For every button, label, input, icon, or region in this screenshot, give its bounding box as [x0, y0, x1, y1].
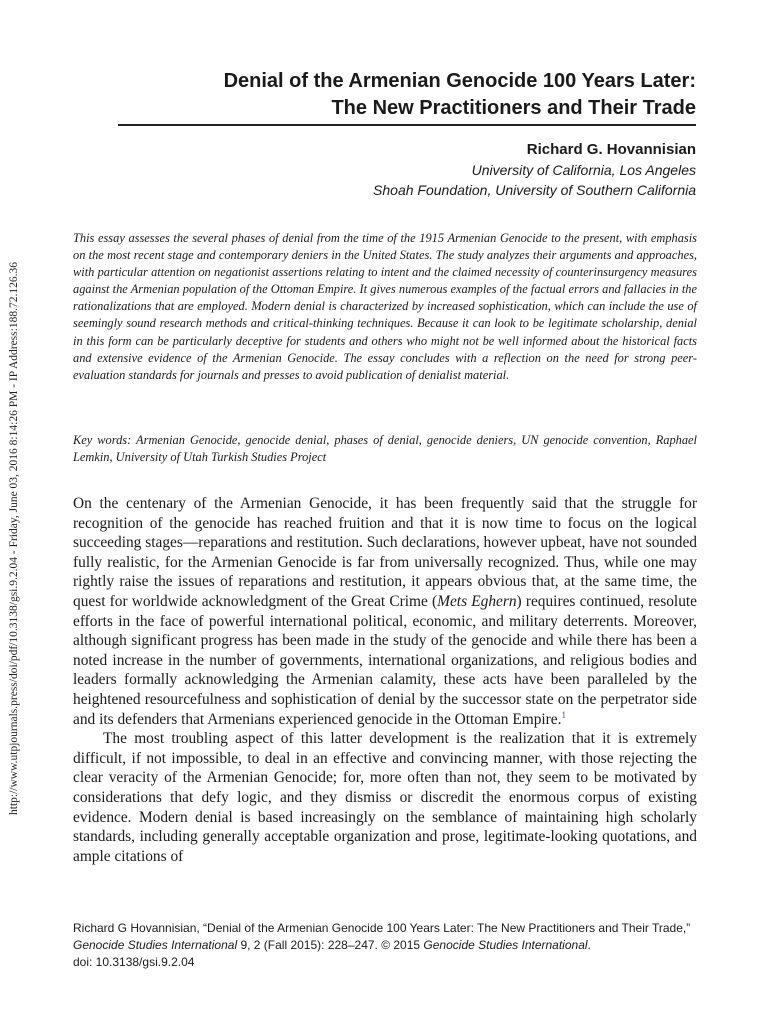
body-paragraph-1: [73, 494, 697, 729]
body-text: ) requires continued, resolute efforts in the face of powerful international political, economic, and military deterrents. Moreover, although significant progress has been made in the study of the genocide and while there has been a noted increase in the number of governments, international organizations, and religious bodies and leaders formally acknowledging the Armenian calamity, these acts have been paralleled by the heightened resourcefulness and sophistication of denial by the successor state on the perpetrator side and its defenders that Armenians experienced genocide in the Ottoman Empire.: [73, 592, 698, 728]
author-name: Richard G. Hovannisian: [526, 141, 696, 158]
body-paragraph-2: The most troubling aspect of this latter development is the realization that it is extremely difficult, if not impossible, to deal in an effective and convincing manner, with those rejecting the clear veracity of the Armenian Genocide; for, more often than not, they seem to be motivated by considerations that defy logic, and they dismiss or discredit the enormous corpus of existing evidence. Modern denial is based increasingly on the semblance of maintaining high scholarly standards, including generally acceptable organization and prose, legitimate-looking quotations, and ample citations of: [73, 730, 697, 865]
journal-name: Genocide Studies International: [423, 938, 588, 952]
citation-text: .: [587, 938, 591, 952]
abstract: This essay assesses the several phases of denial from the time of the 1915 Armenian Genocide to the present, with emphasis on the most recent stage and contemporary deniers in the United States. The study analyzes their arguments and approaches, with particular attention on negationist assertions relating to intent and the claimed necessity of counterinsurgency measures against the Armenian population of the Ottoman Empire. It gives numerous examples of the factual errors and fallacies in the rationalizations that are employed. Modern denial is characterized by increased sophistication, which can include the use of seemingly sound research methods and critical-thinking techniques. Because it can look to be legitimate scholarship, denial in this form can be particularly deceptive for students and others who might not be well informed about the historical facts and extensive evidence of the Armenian Genocide. The essay concludes with a reflection on the need for strong peer-evaluation standards for journals and presses to avoid publication of denialist material.: [73, 231, 697, 382]
citation-footer: [73, 920, 697, 971]
title-line-2: The New Practitioners and Their Trade: [331, 97, 696, 119]
download-watermark: http://www.utpjournals.press/doi/pdf/10.3138/gsi.9.2.04 - Friday, June 03, 2016 8:14:26 PM - IP Address:188.72.126.36: [8, 262, 20, 815]
citation-text: Richard G Hovannisian, “Denial of the Armenian Genocide 100 Years Later: The New Practitioners and Their Trade,”: [73, 921, 691, 935]
title-line-1: Denial of the Armenian Genocide 100 Years Later:: [223, 70, 696, 92]
title-rule: [118, 124, 696, 126]
footnote-reference-1[interactable]: 1: [561, 709, 566, 720]
article-body: [73, 494, 697, 866]
doi-text[interactable]: doi: 10.3138/gsi.9.2.04: [73, 955, 195, 969]
body-text: On the centenary of the Armenian Genocide, it has been frequently said that the struggle for recognition of the genocide has reached fruition and that it is now time to focus on the logical succeeding stages—reparations and restitution. Such declarations, however upbeat, have not sounded fully realistic, for the Armenian Genocide is far from universally recognized. Thus, while one may rightly raise the issues of reparations and restitution, it appears obvious that, at the same time, the quest for worldwide acknowledgment of the Great Crime (: [73, 495, 697, 610]
author-affiliation-1: University of California, Los Angeles: [471, 162, 696, 178]
journal-name: Genocide Studies International: [73, 938, 238, 952]
keywords: Key words: Armenian Genocide, genocide denial, phases of denial, genocide deniers, UN genocide convention, Raphael Lemkin, University of Utah Turkish Studies Project: [73, 433, 697, 465]
italic-term: Mets Eghern: [437, 592, 517, 610]
author-affiliation-2: Shoah Foundation, University of Southern California: [373, 182, 696, 198]
article-title: [96, 68, 696, 122]
citation-text: 9, 2 (Fall 2015): 228–247. © 2015: [237, 938, 424, 952]
